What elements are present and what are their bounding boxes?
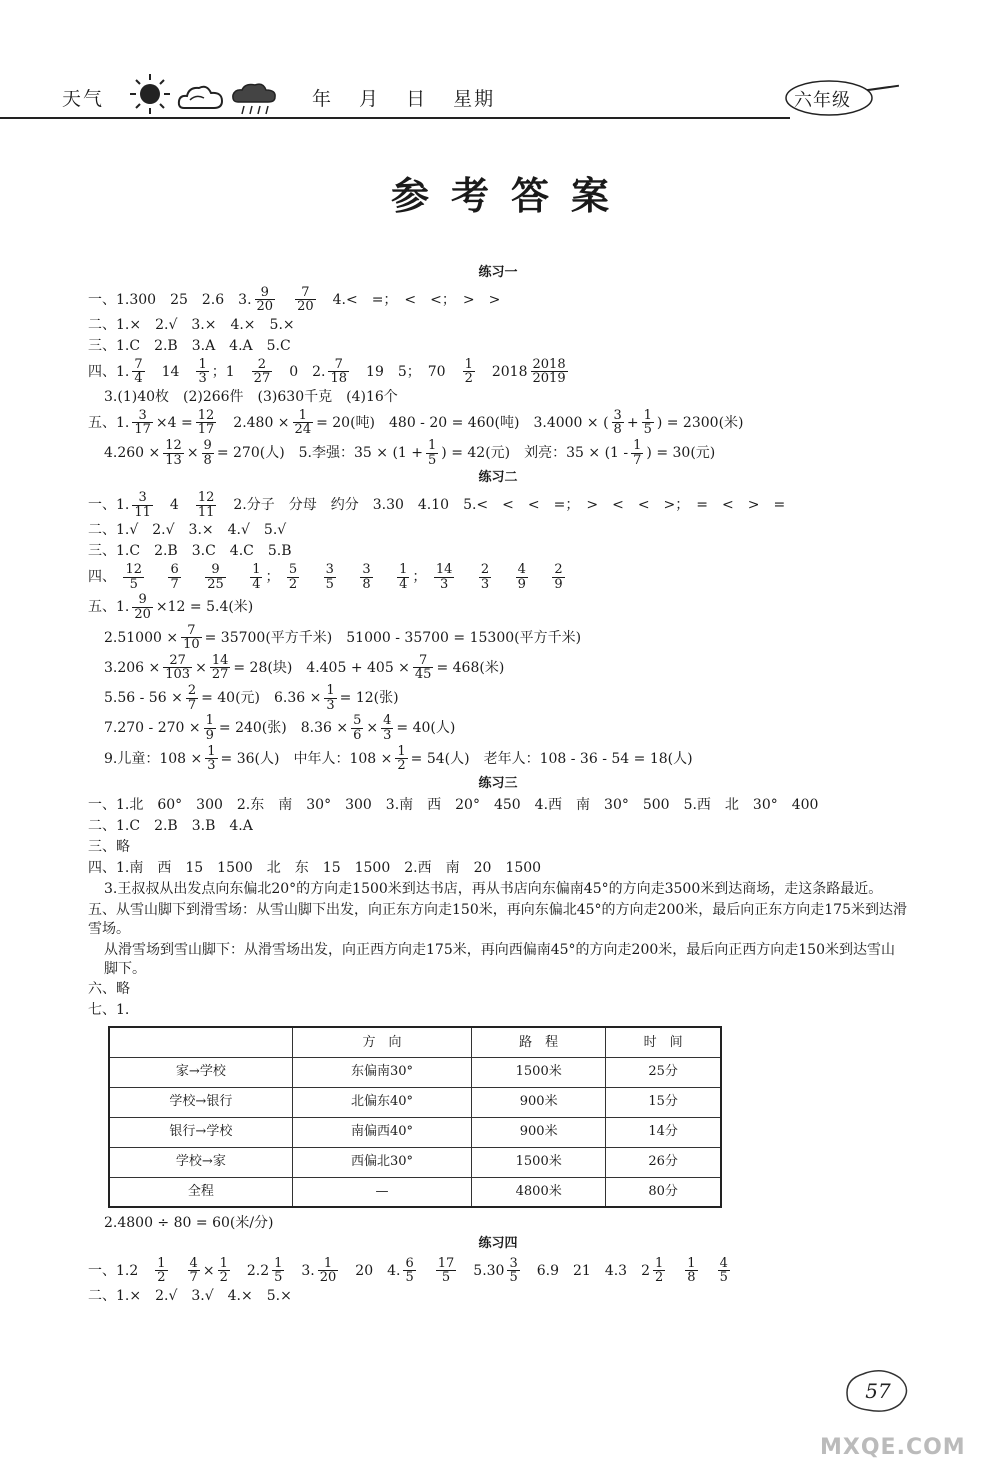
fraction: $\frac{1}{4}$ (252, 561, 261, 592)
cloud-icon (176, 80, 226, 114)
fraction: $\frac{4}{9}$ (517, 561, 526, 592)
answer-line: 二、1.C 2.B 3.B 4.A (88, 818, 253, 835)
answer-paragraph: 3.王叔叔从出发点向东偏北20°的方向走1500米到达书店，再从书店向东偏南45°的方向走3500米到达商场，走这条路最近。 (104, 881, 883, 898)
fraction: $\frac{7}{20}$ (297, 284, 314, 315)
answer-line: 四、1.南 西 15 1500 北 东 15 1500 2.西 南 20 1500 (88, 860, 542, 877)
answer-line: 二、1.× 2.√ 3.√ 4.× 5.× (88, 1287, 292, 1304)
answer-line: 五、1. $\frac{9}{20}$ ×12 = 5.4(米) (88, 592, 254, 622)
fraction: $\frac{1}{5}$ (428, 438, 437, 468)
table-row: 学校→银行 北偏东40° 900米 15分 (109, 1087, 721, 1117)
answer-line: 六、略 (88, 981, 130, 998)
answer-line: 五、1. $\frac{3}{17}$ ×4 = $\frac{12}{17}$ 2.480 × $\frac{1}{24}$ = 20(吨) 480 - 20 = 460(吨) 3.4000 × ( $\frac{3}{8}$ + $\frac{1}{5}$ ) = 2300(米) (88, 407, 744, 438)
fraction: $\frac{12}{5}$ (125, 561, 142, 592)
fraction: $\frac{1}{5}$ (643, 407, 652, 438)
fraction: $\frac{14}{3}$ (435, 561, 453, 592)
table-row: 全程 — 4800米 80分 (109, 1177, 721, 1207)
answer-content (88, 262, 908, 1308)
fraction: $\frac{1}{20}$ (319, 1255, 337, 1286)
answer-paragraph: 从滑雪场到雪山脚下：从滑雪场出发，向正西方向走175米，再向西偏南45°的方向走200米，最后向正西方向走150米到达雪山脚下。 (104, 941, 895, 977)
fraction: $\frac{12}{11}$ (197, 489, 215, 520)
rain-cloud-icon (230, 82, 280, 118)
fraction: $\frac{3}{5}$ (509, 1255, 518, 1286)
page-number: 57 (865, 1379, 891, 1403)
date-label: 年 月 日 星期 (312, 88, 496, 110)
watermark: MXQE.COM (820, 1435, 966, 1460)
fraction: $\frac{12}{17}$ (197, 407, 215, 438)
table-header: 时 间 (606, 1027, 721, 1057)
table-row: 银行→学校 南偏西40° 900米 14分 (109, 1117, 721, 1147)
fraction: $\frac{1}{2}$ (655, 1255, 664, 1286)
answer-line: 七、1. (88, 1002, 130, 1019)
answer-line: 三、1.C 2.B 3.C 4.C 5.B (88, 543, 292, 560)
answer-line: 3.(1)40枚 (2)266件 (3)630千克 (4)16个 (104, 388, 398, 405)
answer-line: 5.56 - 56 × $\frac{2}{7}$ = 40(元) 6.36 × $\frac{1}{3}$ = 12(张) (104, 683, 399, 713)
answer-line: 三、1.C 2.B 3.A 4.A 5.C (88, 337, 291, 354)
fraction: $\frac{6}{7}$ (170, 561, 179, 592)
fraction: $\frac{9}{8}$ (203, 438, 212, 468)
fraction: $\frac{2018}{2019}$ (532, 356, 566, 387)
fraction: $\frac{7}{18}$ (330, 356, 348, 387)
fraction: $\frac{7}{4}$ (134, 356, 143, 387)
answer-line: 4.260 × $\frac{12}{13}$ × $\frac{9}{8}$ = 270(人) 5.李强：35 × (1 + $\frac{1}{5}$ ) = 42(元) 刘亮：35 × (1 - $\frac{1}{7}$ ) = 30(元) (104, 438, 716, 468)
answer-line: 3.206 × $\frac{27}{103}$ × $\frac{14}{27}$ = 28(块) 4.405 + 405 × $\frac{7}{45}$ = 468(米) (104, 652, 505, 683)
table-header: 方 向 (292, 1027, 471, 1057)
sun-icon (124, 72, 176, 116)
fraction: $\frac{1}{3}$ (326, 683, 335, 713)
fraction: $\frac{17}{5}$ (437, 1255, 455, 1286)
answer-line: 一、1.北 60° 300 2.东 南 30° 300 3.南 西 20° 450 4.西 南 30° 500 5.西 北 30° 400 (88, 797, 819, 814)
answer-line: 四、1. $\frac{7}{4}$ 14 $\frac{1}{3}$ ；1 $\frac{2}{27}$ 0 2. $\frac{7}{18}$ 19 5； 70 $\frac{1}{2}$ 2018 $\frac{2018}{2019}$ (88, 356, 566, 387)
table-header-row (109, 1027, 721, 1057)
fraction: $\frac{6}{5}$ (405, 1255, 414, 1286)
fraction: $\frac{3}{8}$ (613, 407, 622, 438)
fraction: $\frac{4}{3}$ (383, 713, 392, 743)
page-title: 参考答案 (390, 174, 631, 218)
fraction: $\frac{1}{9}$ (205, 713, 214, 743)
fraction: $\frac{2}{9}$ (554, 561, 563, 592)
answer-line: 一、1.2 $\frac{1}{2}$ $\frac{4}{7}$ × $\frac{1}{2}$ 2.2 $\frac{1}{5}$ 3. $\frac{1}{20}$ 20 4. $\frac{6}{5}$ $\frac{17}{5}$ 5.30 $\frac{3}{5}$ 6.9 21 4.3 2 $\frac{1}{2}$ $\frac{1}{8}$ $\frac{4}{5}$ (88, 1255, 728, 1286)
answer-line: 三、略 (88, 839, 130, 856)
fraction: $\frac{2}{7}$ (187, 683, 197, 713)
fraction: $\frac{1}{2}$ (157, 1255, 166, 1286)
answer-line: 一、1. $\frac{3}{11}$ 4 $\frac{12}{11}$ 2.分子 分母 约分 3.30 4.10 5.< < < =； > < < >； = < > = (88, 489, 786, 520)
header-rule (0, 117, 790, 119)
fraction: $\frac{1}{2}$ (464, 356, 473, 387)
answer-line: 二、1.√ 2.√ 3.× 4.√ 5.√ (88, 522, 287, 539)
answer-line: 2.51000 × $\frac{7}{10}$ = 35700(平方千米) 51000 - 35700 = 15300(平方千米) (104, 622, 582, 653)
fraction: $\frac{2}{27}$ (253, 356, 271, 387)
fraction: $\frac{9}{25}$ (207, 561, 224, 592)
fraction: $\frac{1}{7}$ (633, 438, 642, 468)
fraction: $\frac{14}{27}$ (211, 652, 229, 683)
fraction: $\frac{1}{24}$ (294, 407, 312, 438)
table-header: 路 程 (472, 1027, 606, 1057)
fraction: $\frac{1}{2}$ (219, 1255, 228, 1286)
answer-line: 四、 $\frac{12}{5}$ $\frac{6}{7}$ $\frac{9}{25}$ $\frac{1}{4}$ ； $\frac{5}{2}$ $\frac{3}{5}$ $\frac{3}{8}$ $\frac{1}{4}$ ； $\frac{14}{3}$ $\frac{2}{3}$ $\frac{4}{9}$ $\frac{2}{9}$ (88, 561, 563, 592)
table-row: 家→学校 东偏南30° 1500米 25分 (109, 1057, 721, 1087)
fraction: $\frac{9}{20}$ (134, 592, 151, 622)
section-title-4: 练习四 (478, 1236, 518, 1252)
fraction: $\frac{3}{8}$ (362, 561, 371, 592)
answer-line: 7.270 - 270 × $\frac{1}{9}$ = 240(张) 8.36 × $\frac{5}{6}$ × $\frac{4}{3}$ = 40(人) (104, 713, 456, 743)
fraction: $\frac{5}{2}$ (288, 561, 298, 592)
fraction: $\frac{4}{7}$ (189, 1255, 198, 1286)
fraction: $\frac{1}{8}$ (687, 1255, 696, 1286)
page-header (0, 0, 1000, 130)
answer-paragraph: 五、从雪山脚下到滑雪场：从雪山脚下出发，向正东方向走150米，再向东偏北45°的方向走200米，最后向正东方向走175米到达滑雪场。 (88, 901, 907, 937)
answer-line: 二、1.× 2.√ 3.× 4.× 5.× (88, 316, 295, 333)
fraction: $\frac{1}{2}$ (397, 743, 406, 774)
fraction: $\frac{1}{5}$ (274, 1255, 283, 1286)
answer-line: 一、1.300 25 2.6 3. $\frac{9}{20}$ $\frac{7}{20}$ 4.< =； < <； > > (88, 284, 501, 315)
fraction: $\frac{1}{3}$ (207, 743, 216, 774)
fraction: $\frac{9}{20}$ (256, 284, 274, 315)
fraction: $\frac{3}{11}$ (134, 489, 151, 520)
fraction: $\frac{2}{3}$ (480, 561, 490, 592)
fraction: $\frac{7}{10}$ (183, 622, 200, 653)
table-row: 学校→家 西偏北30° 1500米 26分 (109, 1147, 721, 1177)
fraction: $\frac{27}{103}$ (165, 652, 191, 683)
fraction: $\frac{7}{45}$ (414, 652, 432, 683)
answer-line: 9.儿童：108 × $\frac{1}{3}$ = 36(人) 中年人：108 × $\frac{1}{2}$ = 54(人) 老年人：108 - 36 - 54 = 18(人) (104, 743, 693, 774)
fraction: $\frac{4}{5}$ (719, 1255, 728, 1286)
fraction: $\frac{3}{17}$ (134, 407, 151, 438)
fraction: $\frac{12}{13}$ (165, 438, 182, 468)
section-title-2: 练习二 (478, 470, 518, 486)
route-table (108, 1026, 722, 1208)
grade-label: 六年级 (794, 90, 851, 111)
fraction: $\frac{3}{5}$ (325, 561, 334, 592)
page-number-badge (838, 1360, 918, 1420)
section-title-3: 练习三 (478, 775, 518, 791)
fraction: $\frac{5}{6}$ (353, 713, 362, 743)
fraction: $\frac{1}{3}$ (198, 356, 207, 387)
fraction: $\frac{1}{4}$ (399, 561, 408, 592)
table-header (109, 1027, 292, 1057)
section-title-1: 练习一 (478, 265, 518, 280)
weather-label: 天气 (62, 88, 105, 110)
answer-line: 2.4800 ÷ 80 = 60(米/分) (104, 1215, 274, 1232)
